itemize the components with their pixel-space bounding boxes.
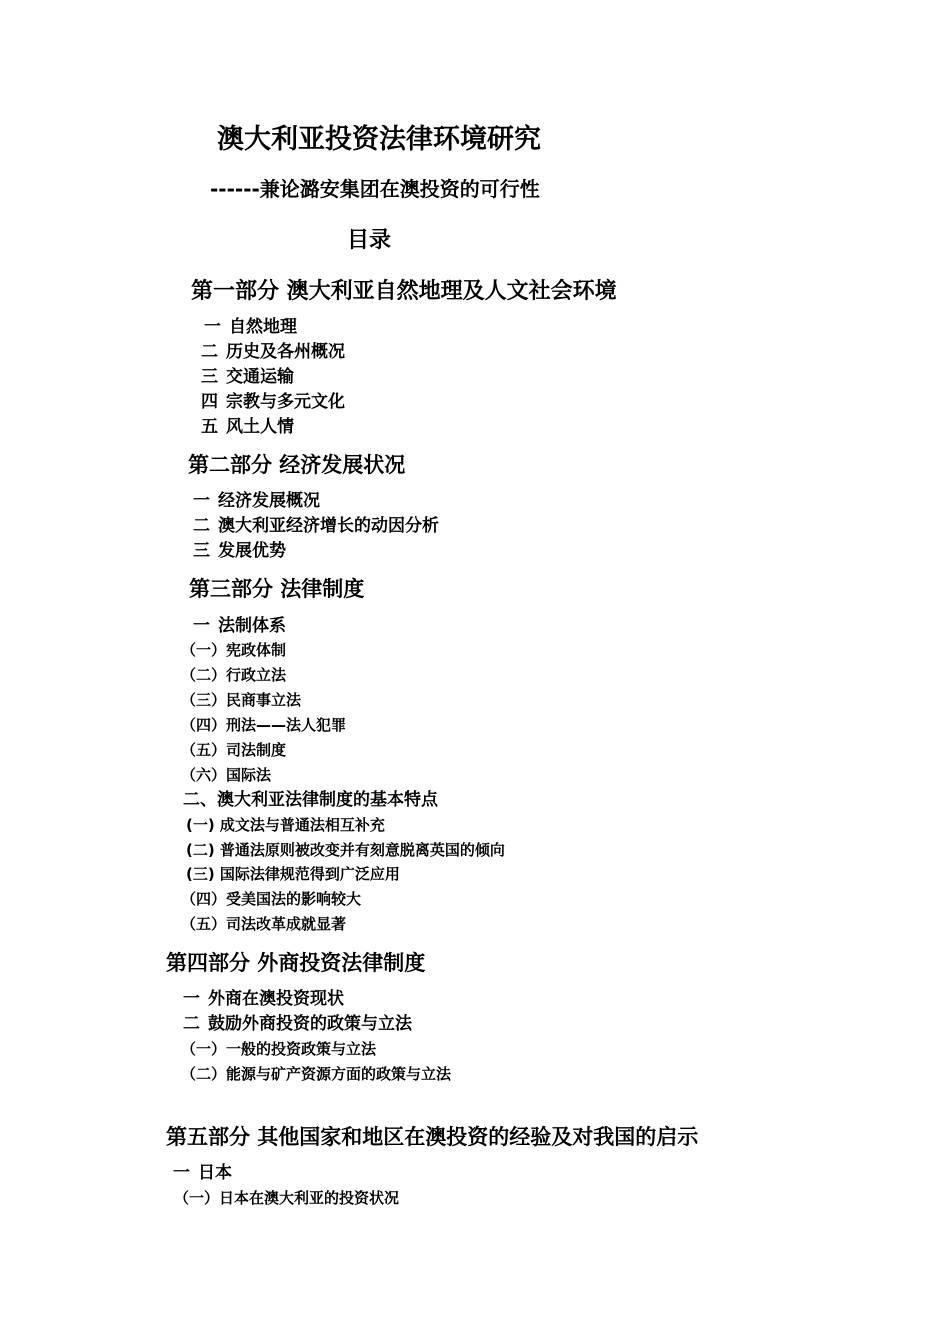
item-number: 五 xyxy=(201,417,218,437)
sub-item: (一) 成文法与普通法相互补充 xyxy=(186,816,385,834)
list-item xyxy=(193,543,286,560)
list-item xyxy=(193,618,286,635)
item-number: 一 xyxy=(193,491,210,511)
sub-item: (三) 国际法律规范得到广泛应用 xyxy=(186,865,400,883)
item-label: 鼓励外商投资的政策与立法 xyxy=(208,1014,412,1034)
item-number: 一 xyxy=(183,989,200,1009)
list-item xyxy=(183,1016,412,1033)
document-title: 澳大利亚投资法律环境研究 xyxy=(217,124,541,155)
item-label: 自然地理 xyxy=(229,317,297,337)
part-1-heading: 第一部分 澳大利亚自然地理及人文社会环境 xyxy=(191,279,617,304)
part-3-heading: 第三部分 法律制度 xyxy=(189,577,365,601)
sub-item: （一）宪政体制 xyxy=(181,641,287,659)
list-item xyxy=(201,419,294,436)
item-label: 经济发展概况 xyxy=(218,491,320,511)
item-label: 澳大利亚经济增长的动因分析 xyxy=(218,516,439,536)
sub-item: （五）司法改革成就显著 xyxy=(181,915,347,933)
item-label: 日本 xyxy=(198,1163,232,1183)
item-number: 一 xyxy=(204,317,221,337)
list-item xyxy=(173,1165,232,1182)
list-item xyxy=(183,991,344,1008)
sub-item: （四）受美国法的影响较大 xyxy=(181,890,362,908)
sub-item: （二）行政立法 xyxy=(181,666,287,684)
item-label: 历史及各州概况 xyxy=(226,342,345,362)
item-number: 三 xyxy=(201,367,218,387)
list-item xyxy=(201,344,345,361)
sub-item: （三）民商事立法 xyxy=(181,691,302,709)
item-number: 二 xyxy=(201,342,218,362)
item-label: 发展优势 xyxy=(218,541,286,561)
list-item: 二、澳大利亚法律制度的基本特点 xyxy=(183,790,438,810)
item-label: 宗教与多元文化 xyxy=(226,392,345,412)
item-number: 一 xyxy=(173,1163,190,1183)
list-item xyxy=(201,369,294,386)
item-label: 外商在澳投资现状 xyxy=(208,989,344,1009)
sub-item: （一）一般的投资政策与立法 xyxy=(181,1040,377,1058)
item-number: 四 xyxy=(201,392,218,412)
document-subtitle: ------兼论潞安集团在澳投资的可行性 xyxy=(210,177,540,201)
list-item xyxy=(204,319,297,336)
part-4-heading: 第四部分 外商投资法律制度 xyxy=(166,951,426,975)
list-item xyxy=(193,518,439,535)
item-label: 法制体系 xyxy=(218,616,286,636)
sub-item: （一）日本在澳大利亚的投资状况 xyxy=(174,1189,400,1207)
sub-item: （五）司法制度 xyxy=(181,741,287,759)
item-label: 风土人情 xyxy=(226,417,294,437)
sub-item: （六）国际法 xyxy=(181,766,272,784)
sub-item: (二) 普通法原则被改变并有刻意脱离英国的倾向 xyxy=(186,841,505,859)
item-number: 二 xyxy=(183,1014,200,1034)
item-number: 一 xyxy=(193,616,210,636)
item-label: 交通运输 xyxy=(226,367,294,387)
part-2-heading: 第二部分 经济发展状况 xyxy=(188,453,406,477)
item-number: 二 xyxy=(193,516,210,536)
part-5-heading: 第五部分 其他国家和地区在澳投资的经验及对我国的启示 xyxy=(166,1125,699,1149)
toc-heading: 目录 xyxy=(347,228,392,253)
sub-item: （四）刑法——法人犯罪 xyxy=(181,716,347,734)
sub-item: （二）能源与矿产资源方面的政策与立法 xyxy=(181,1065,452,1083)
item-number: 三 xyxy=(193,541,210,561)
list-item xyxy=(193,493,320,510)
list-item xyxy=(201,394,345,411)
